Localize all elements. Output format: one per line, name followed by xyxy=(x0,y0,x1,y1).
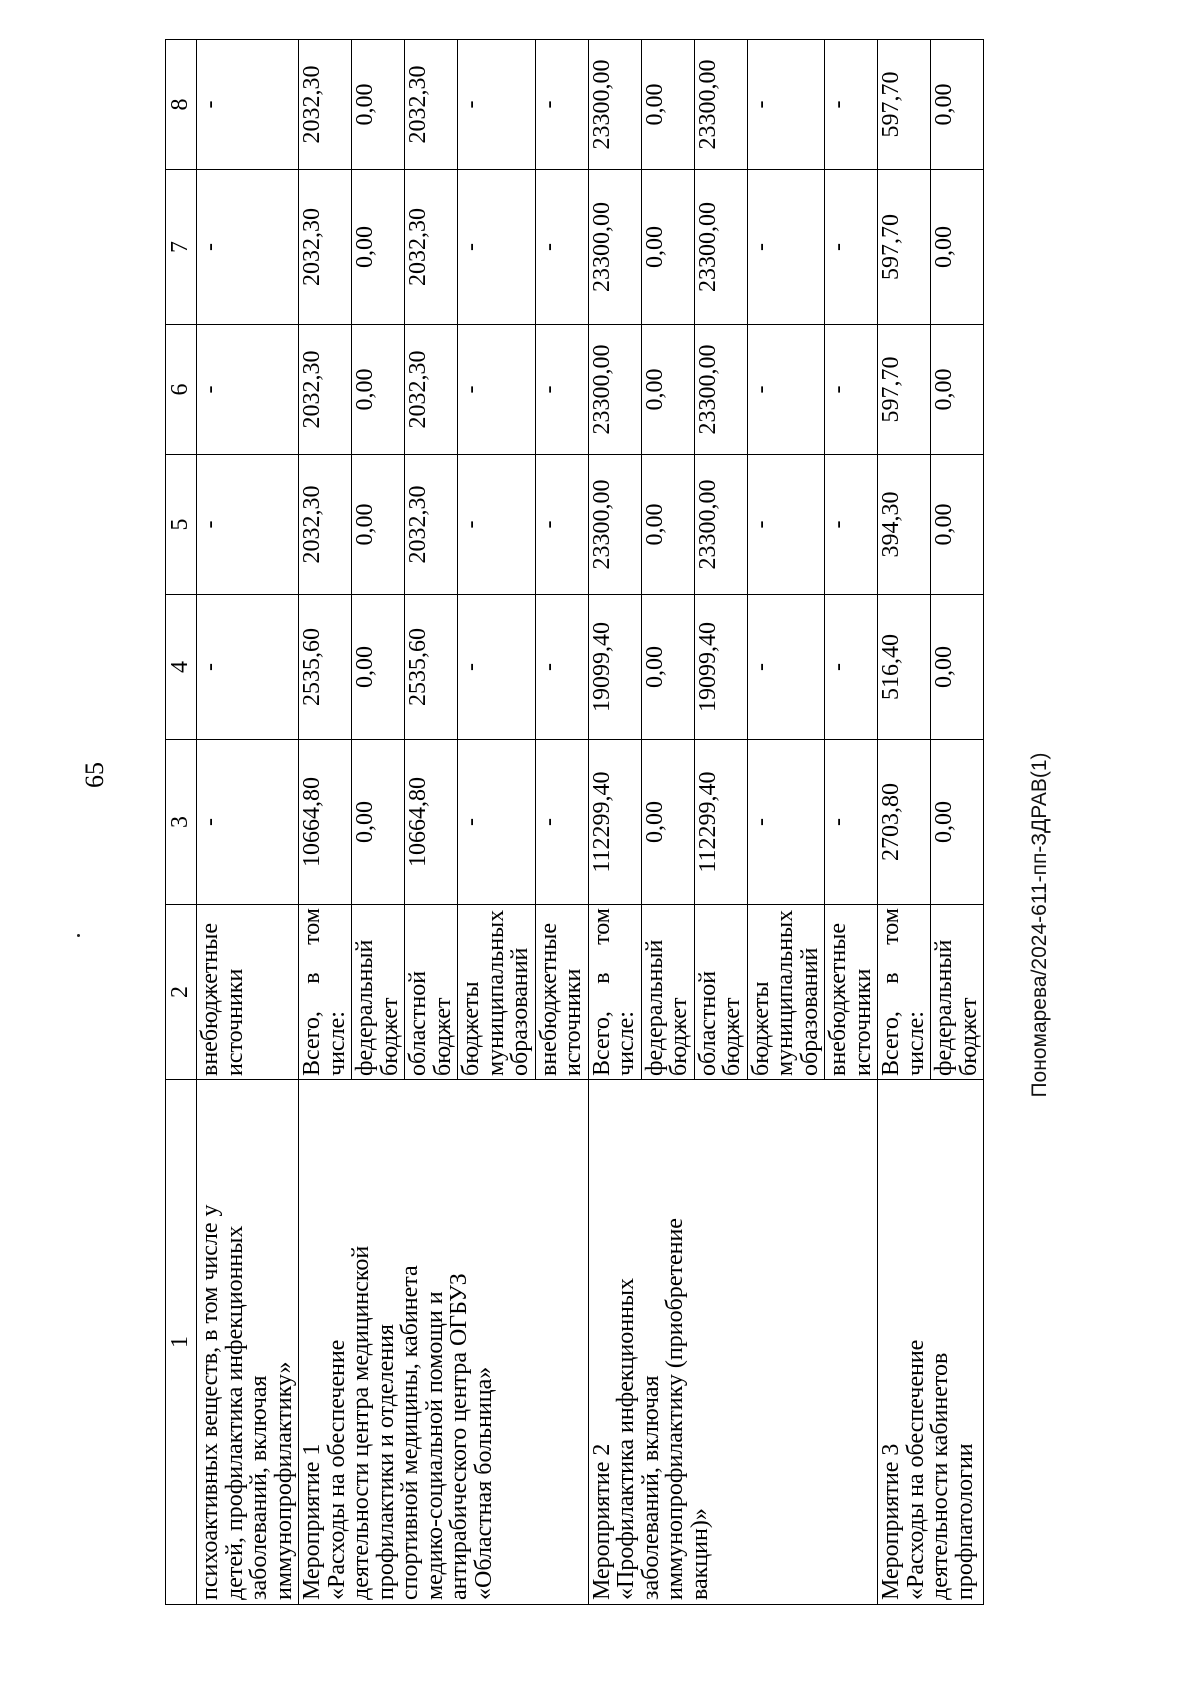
table-frame xyxy=(165,40,982,1606)
amount-cell: - xyxy=(747,170,825,325)
activity-name-cell xyxy=(878,1080,984,1605)
amount-cell: 0,00 xyxy=(352,455,405,595)
amount-cell: 0,00 xyxy=(641,170,694,325)
amount-cell: - xyxy=(197,325,299,455)
amount-cell: 394,30 xyxy=(878,455,931,595)
table-row xyxy=(588,40,641,1605)
amount-cell: - xyxy=(197,455,299,595)
amount-cell: 2703,80 xyxy=(878,740,931,905)
activity-name-line: иммунопрофилактику» xyxy=(270,1361,297,1600)
activity-name-line: иммунопрофилактику (приобретение xyxy=(662,1218,688,1600)
funding-source-cell: внебюджетные источники xyxy=(197,905,299,1080)
amount-cell: - xyxy=(747,40,825,170)
amount-cell: 597,70 xyxy=(878,170,931,325)
header-row xyxy=(166,40,197,1605)
amount-cell: 23300,00 xyxy=(694,325,747,455)
amount-cell: - xyxy=(825,40,878,170)
activity-name-line: медико-социальной помощи и xyxy=(421,1291,448,1600)
amount-cell: 0,00 xyxy=(931,325,984,455)
amount-cell: - xyxy=(197,40,299,170)
activity-name-line: спортивной медицины, кабинета xyxy=(397,1265,423,1600)
rotated-table-container xyxy=(165,40,984,1605)
activity-name-line: «Расходы на обеспечение xyxy=(902,1339,929,1600)
amount-cell: - xyxy=(535,40,588,170)
amount-cell: 112299,40 xyxy=(588,740,641,905)
amount-cell: - xyxy=(458,455,536,595)
table-row xyxy=(197,40,299,1605)
amount-cell: 0,00 xyxy=(352,170,405,325)
activity-name-line: профилактики и отделения xyxy=(372,1324,399,1600)
activity-name-line: Мероприятие 2 xyxy=(588,1443,615,1600)
funding-source-cell: Всего, в том числе: xyxy=(878,905,931,1080)
funding-source-cell: областной бюджет xyxy=(405,905,458,1080)
amount-cell: 2032,30 xyxy=(299,170,352,325)
amount-cell: 2032,30 xyxy=(299,455,352,595)
amount-cell: - xyxy=(825,325,878,455)
amount-cell: - xyxy=(535,325,588,455)
scan-speck xyxy=(77,934,80,937)
amount-cell: - xyxy=(197,595,299,740)
activity-name-line: заболеваний, включая xyxy=(637,1375,664,1600)
funding-source-cell: Всего, в том числе: xyxy=(588,905,641,1080)
amount-cell: - xyxy=(535,455,588,595)
column-number-header: 5 xyxy=(166,455,197,595)
activity-name-line: «Областная больница» xyxy=(470,1366,497,1600)
amount-cell: 0,00 xyxy=(641,595,694,740)
amount-cell: - xyxy=(535,595,588,740)
funding-source-cell: областной бюджет xyxy=(694,905,747,1080)
activity-name-cell xyxy=(588,1080,878,1605)
amount-cell: 0,00 xyxy=(931,40,984,170)
activity-name-line: вакцин)» xyxy=(686,1508,713,1600)
amount-cell: - xyxy=(458,740,536,905)
funding-source-cell: федеральный бюджет xyxy=(931,905,984,1080)
amount-cell: 0,00 xyxy=(931,595,984,740)
amount-cell: - xyxy=(747,455,825,595)
amount-cell: 23300,00 xyxy=(588,325,641,455)
amount-cell: 112299,40 xyxy=(694,740,747,905)
table-row xyxy=(299,40,352,1605)
amount-cell: 19099,40 xyxy=(694,595,747,740)
page-number: 65 xyxy=(80,762,109,788)
amount-cell: - xyxy=(825,740,878,905)
amount-cell: 0,00 xyxy=(931,170,984,325)
funding-source-cell: федеральный бюджет xyxy=(641,905,694,1080)
amount-cell: 0,00 xyxy=(352,325,405,455)
amount-cell: 2032,30 xyxy=(405,170,458,325)
funding-source-cell: внебюджетные источники xyxy=(535,905,588,1080)
activity-name-line: Мероприятие 3 xyxy=(878,1443,904,1600)
amount-cell: 2032,30 xyxy=(299,40,352,170)
footer-document-code: Пономарева/2024-611-пп-ЗДРАВ(1) xyxy=(1028,752,1051,1098)
amount-cell: - xyxy=(535,740,588,905)
amount-cell: 19099,40 xyxy=(588,595,641,740)
activity-name-line: антирабического центра ОГБУЗ xyxy=(446,1273,472,1600)
activity-name-line: «Расходы на обеспечение xyxy=(323,1339,350,1600)
column-number-header: 4 xyxy=(166,595,197,740)
funding-source-cell: бюджеты муниципальных образований xyxy=(458,905,536,1080)
amount-cell: - xyxy=(825,170,878,325)
amount-cell: 0,00 xyxy=(931,740,984,905)
amount-cell: - xyxy=(747,325,825,455)
activity-name-line: деятельности кабинетов xyxy=(927,1352,953,1600)
amount-cell: 597,70 xyxy=(878,40,931,170)
funding-source-cell: внебюджетные источники xyxy=(825,905,878,1080)
amount-cell: - xyxy=(197,740,299,905)
amount-cell: 2535,60 xyxy=(405,595,458,740)
column-number-header: 8 xyxy=(166,40,197,170)
table-body xyxy=(197,40,984,1605)
amount-cell: 23300,00 xyxy=(588,170,641,325)
amount-cell: 2032,30 xyxy=(405,455,458,595)
amount-cell: - xyxy=(825,455,878,595)
amount-cell: 0,00 xyxy=(641,40,694,170)
budget-table xyxy=(165,39,984,1605)
amount-cell: - xyxy=(458,595,536,740)
activity-name-line: детей, профилактика инфекционных xyxy=(221,1225,248,1600)
column-number-header: 3 xyxy=(166,740,197,905)
funding-source-cell: бюджеты муниципальных образований xyxy=(747,905,825,1080)
amount-cell: 0,00 xyxy=(352,740,405,905)
amount-cell: 23300,00 xyxy=(588,40,641,170)
amount-cell: - xyxy=(458,40,536,170)
activity-name-line: профпатологии xyxy=(951,1443,978,1600)
amount-cell: - xyxy=(825,595,878,740)
column-number-header: 2 xyxy=(166,905,197,1080)
amount-cell: 10664,80 xyxy=(299,740,352,905)
amount-cell: - xyxy=(747,740,825,905)
amount-cell: 23300,00 xyxy=(694,40,747,170)
amount-cell: 0,00 xyxy=(352,40,405,170)
amount-cell: 0,00 xyxy=(931,455,984,595)
funding-source-cell: федеральный бюджет xyxy=(352,905,405,1080)
amount-cell: 0,00 xyxy=(641,325,694,455)
amount-cell: - xyxy=(197,170,299,325)
activity-name-line: деятельности центра медицинской xyxy=(348,1245,374,1600)
amount-cell: 2032,30 xyxy=(299,325,352,455)
activity-name-line: «Профилактика инфекционных xyxy=(613,1277,639,1600)
column-number-header: 1 xyxy=(166,1080,197,1605)
amount-cell: 597,70 xyxy=(878,325,931,455)
amount-cell: 0,00 xyxy=(641,455,694,595)
funding-source-cell: Всего, в том числе: xyxy=(299,905,352,1080)
amount-cell: 23300,00 xyxy=(694,170,747,325)
activity-name-cell xyxy=(299,1080,589,1605)
amount-cell: - xyxy=(458,325,536,455)
activity-name-line: заболеваний, включая xyxy=(246,1375,272,1600)
activity-name-cell xyxy=(197,1080,299,1605)
activity-name-line: Мероприятие 1 xyxy=(299,1443,325,1600)
amount-cell: 0,00 xyxy=(641,740,694,905)
amount-cell: 2535,60 xyxy=(299,595,352,740)
amount-cell: 2032,30 xyxy=(405,40,458,170)
amount-cell: - xyxy=(747,595,825,740)
amount-cell: 0,00 xyxy=(352,595,405,740)
amount-cell: 10664,80 xyxy=(405,740,458,905)
table-row xyxy=(878,40,931,1605)
amount-cell: 516,40 xyxy=(878,595,931,740)
amount-cell: 23300,00 xyxy=(588,455,641,595)
activity-name-line: психоактивных веществ, в том числе у xyxy=(197,1204,223,1600)
amount-cell: 23300,00 xyxy=(694,455,747,595)
column-number-header: 7 xyxy=(166,170,197,325)
amount-cell: - xyxy=(458,170,536,325)
column-number-header: 6 xyxy=(166,325,197,455)
amount-cell: 2032,30 xyxy=(405,325,458,455)
table-header xyxy=(166,40,197,1605)
amount-cell: - xyxy=(535,170,588,325)
